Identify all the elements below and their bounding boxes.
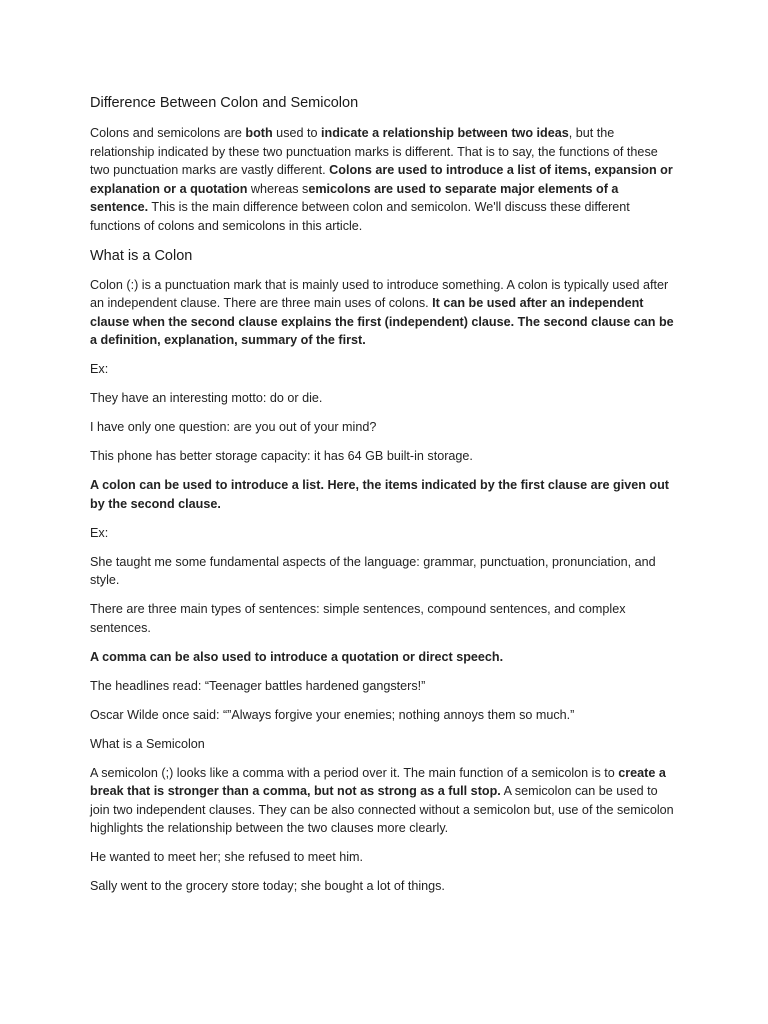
colon-definition-paragraph: Colon (:) is a punctuation mark that is mainly used to introduce something. A colon is typically used after an independent clause. There are three main uses of colons. It can be used after an independent clause when the second clause explains the first (independent) clause. The second clause can be a definition, explanation, summary of the first. — [90, 277, 674, 347]
example-label: Ex: — [90, 362, 109, 376]
example-sentence: Sally went to the grocery store today; she bought a lot of things. — [90, 879, 445, 893]
quote-rule-paragraph: A comma can be also used to introduce a quotation or direct speech. — [90, 649, 504, 664]
example-sentence: Oscar Wilde once said: “”Always forgive your enemies; nothing annoys them so much.” — [90, 707, 575, 722]
semicolon-heading: What is a Semicolon — [90, 736, 205, 751]
example-sentence: I have only one question: are you out of your mind? — [90, 420, 377, 434]
example-label: Ex: — [90, 525, 109, 540]
example-sentence: The headlines read: “Teenager battles hardened gangsters!” — [90, 678, 426, 693]
semicolon-definition-paragraph: A semicolon (;) looks like a comma with a period over it. The main function of a semicolon is to create a break that is stronger than a comma, but not as strong as a full stop. A semicolon can be used to join two independent clauses. They can be also connected without a semicolon but, use of the semicolon highlights the relationship between the two clauses more clearly. — [90, 765, 674, 835]
intro-paragraph: Colons and semicolons are both used to indicate a relationship between two ideas, but the relationship indicated by these two punctuation marks is different. That is to say, the functions of these two punctuation marks are vastly different. Colons are used to introduce a list of items, expansion or explanation or a quotation whereas semicolons are used to separate major elements of a sentence. This is the main difference between colon and semicolon. We'll discuss these different functions of colons and semicolons in this article. — [90, 126, 673, 233]
colon-heading: What is a Colon — [90, 247, 193, 264]
example-sentence: This phone has better storage capacity: it has 64 GB built-in storage. — [90, 449, 473, 463]
example-sentence: There are three main types of sentences: simple sentences, compound sentences, and complex sentences. — [90, 602, 626, 635]
example-sentence: She taught me some fundamental aspects of the language: grammar, punctuation, pronunciation, and style. — [90, 554, 656, 587]
example-sentence: They have an interesting motto: do or die. — [90, 391, 323, 405]
list-rule-paragraph: A colon can be used to introduce a list. Here, the items indicated by the first clause are given out by the second clause. — [90, 478, 669, 511]
document-title: Difference Between Colon and Semicolon — [90, 95, 359, 111]
example-sentence: He wanted to meet her; she refused to meet him. — [90, 850, 364, 864]
